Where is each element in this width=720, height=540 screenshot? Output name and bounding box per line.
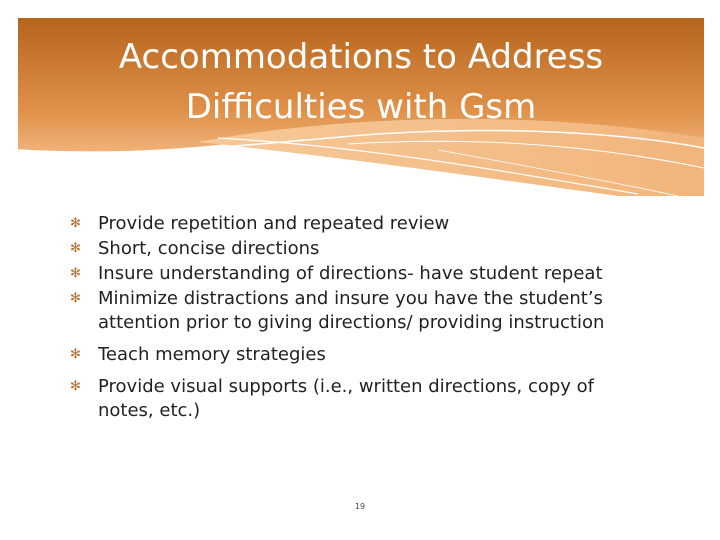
bullet-text: Provide repetition and repeated review — [98, 213, 450, 234]
title-line-2: Difficulties with Gsm — [185, 87, 537, 127]
bullet-item — [70, 237, 660, 261]
bullet-item — [70, 287, 660, 335]
bullet-item — [70, 375, 660, 423]
asterisk-icon: ✻ — [70, 379, 81, 394]
bullet-text: Provide visual supports (i.e., written directions, copy of — [98, 376, 595, 397]
bullet-list — [70, 212, 660, 431]
title-line-1: Accommodations to Address — [118, 37, 604, 77]
bullet-item — [70, 262, 660, 286]
bullet-text: Minimize distractions and insure you have the student’s — [98, 288, 603, 309]
bullet-text: Teach memory strategies — [98, 344, 326, 365]
bullet-text: Short, concise directions — [98, 238, 320, 259]
slide-title — [18, 32, 704, 132]
title-banner — [18, 18, 704, 196]
bullet-item — [70, 343, 660, 367]
asterisk-icon: ✻ — [70, 291, 81, 306]
asterisk-icon: ✻ — [70, 216, 81, 231]
asterisk-icon: ✻ — [70, 241, 81, 256]
page-number: 19 — [354, 502, 366, 511]
bullet-text-continued: attention prior to giving directions/ providing instruction — [98, 312, 605, 333]
bullet-item — [70, 212, 660, 236]
asterisk-icon: ✻ — [70, 266, 81, 281]
asterisk-icon: ✻ — [70, 347, 81, 362]
bullet-text-continued: notes, etc.) — [98, 400, 201, 421]
bullet-text: Insure understanding of directions- have student repeat — [98, 263, 603, 284]
